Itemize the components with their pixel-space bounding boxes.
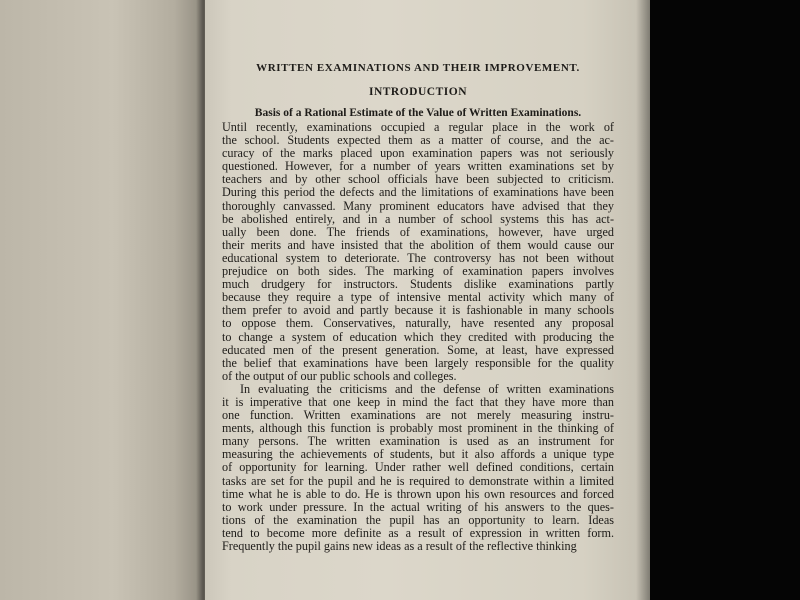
text-line: In evaluating the criticisms and the defense of written examinations bbox=[240, 381, 614, 396]
text-line: many persons. The written examination is used as an instrument for bbox=[222, 434, 614, 449]
text-line: educated men of the present generation. Some, at least, have expressed bbox=[222, 342, 614, 357]
text-line: Until recently, examinations occupied a regular place in the work of bbox=[222, 120, 614, 134]
text-line: of the output of our public schools and colleges. bbox=[222, 368, 457, 383]
text-line: be abolished entirely, and in a number of school systems this has act- bbox=[222, 211, 614, 226]
text-line: measuring the achievements of students, but it also affords a unique type bbox=[222, 447, 614, 462]
text-line: them prefer to avoid and partly because it is fashionable in many schools bbox=[222, 303, 614, 318]
text-line: ually been done. The friends of examinations, however, have urged bbox=[222, 224, 614, 239]
text-line: educational system to deteriorate. The controversy has not been without bbox=[222, 250, 614, 265]
text-line: tions of the examination the pupil has an opportunity to learn. Ideas bbox=[222, 512, 614, 527]
text-line: tasks are set for the pupil and he is required to demonstrate within a limited bbox=[222, 473, 614, 488]
section-heading: INTRODUCTION bbox=[368, 86, 467, 98]
text-line: because they require a type of intensive mental activity which many of bbox=[222, 290, 614, 305]
text-line: questioned. However, for a number of years written examinations set by bbox=[222, 159, 614, 174]
text-line: thoroughly canvassed. Many prominent educators have advised that they bbox=[222, 198, 614, 213]
text-line: ments, although this function is probably most prominent in the thinking of bbox=[222, 421, 614, 436]
text-line: to work under pressure. In the actual writing of his answers to the ques- bbox=[222, 499, 614, 514]
text-line: the belief that examinations have been largely responsible for the quality bbox=[222, 355, 614, 370]
page-text bbox=[222, 60, 614, 553]
paragraph-2 bbox=[222, 383, 614, 553]
text-line: During this period the defects and the limitations of examinations have been bbox=[222, 185, 614, 200]
text-line: of opportunity for learning. Under rather well defined conditions, certain bbox=[222, 460, 614, 475]
dark-background bbox=[650, 0, 800, 600]
text-line: teachers and by other school officials have been subjected to criticism. bbox=[222, 172, 614, 187]
text-line: curacy of the marks placed upon examination papers was not seriously bbox=[222, 146, 614, 161]
text-line: Frequently the pupil gains new ideas as a result of the reflective thinking bbox=[222, 539, 577, 553]
paragraph-heading: Basis of a Rational Estimate of the Value of Written Examinations. bbox=[254, 107, 582, 119]
left-page bbox=[0, 0, 205, 600]
text-line: tend to become more definite as a result of expression in written form. bbox=[222, 525, 614, 540]
text-line: prejudice on both sides. The marking of examination papers involves bbox=[222, 264, 614, 279]
text-line: to oppose them. Conservatives, naturally, have resented any proposal bbox=[222, 316, 614, 331]
paragraph-1 bbox=[222, 121, 614, 383]
text-line: the school. Students expected them as a matter of course, and the ac- bbox=[222, 133, 614, 148]
document-title: WRITTEN EXAMINATIONS AND THEIR IMPROVEMENT. bbox=[256, 62, 580, 74]
text-line: it is imperative that one keep in mind the fact that they have more than bbox=[222, 394, 614, 409]
text-line: to change a system of education which they credited with producing the bbox=[222, 329, 614, 344]
text-line: their merits and have insisted that the abolition of them would cause our bbox=[222, 237, 614, 252]
text-line: much drudgery for instructors. Students dislike examinations partly bbox=[222, 277, 614, 292]
text-line: time what he is able to do. He is thrown upon his own resources and forced bbox=[222, 486, 614, 501]
text-line: one function. Written examinations are not merely measuring instru- bbox=[222, 408, 614, 423]
